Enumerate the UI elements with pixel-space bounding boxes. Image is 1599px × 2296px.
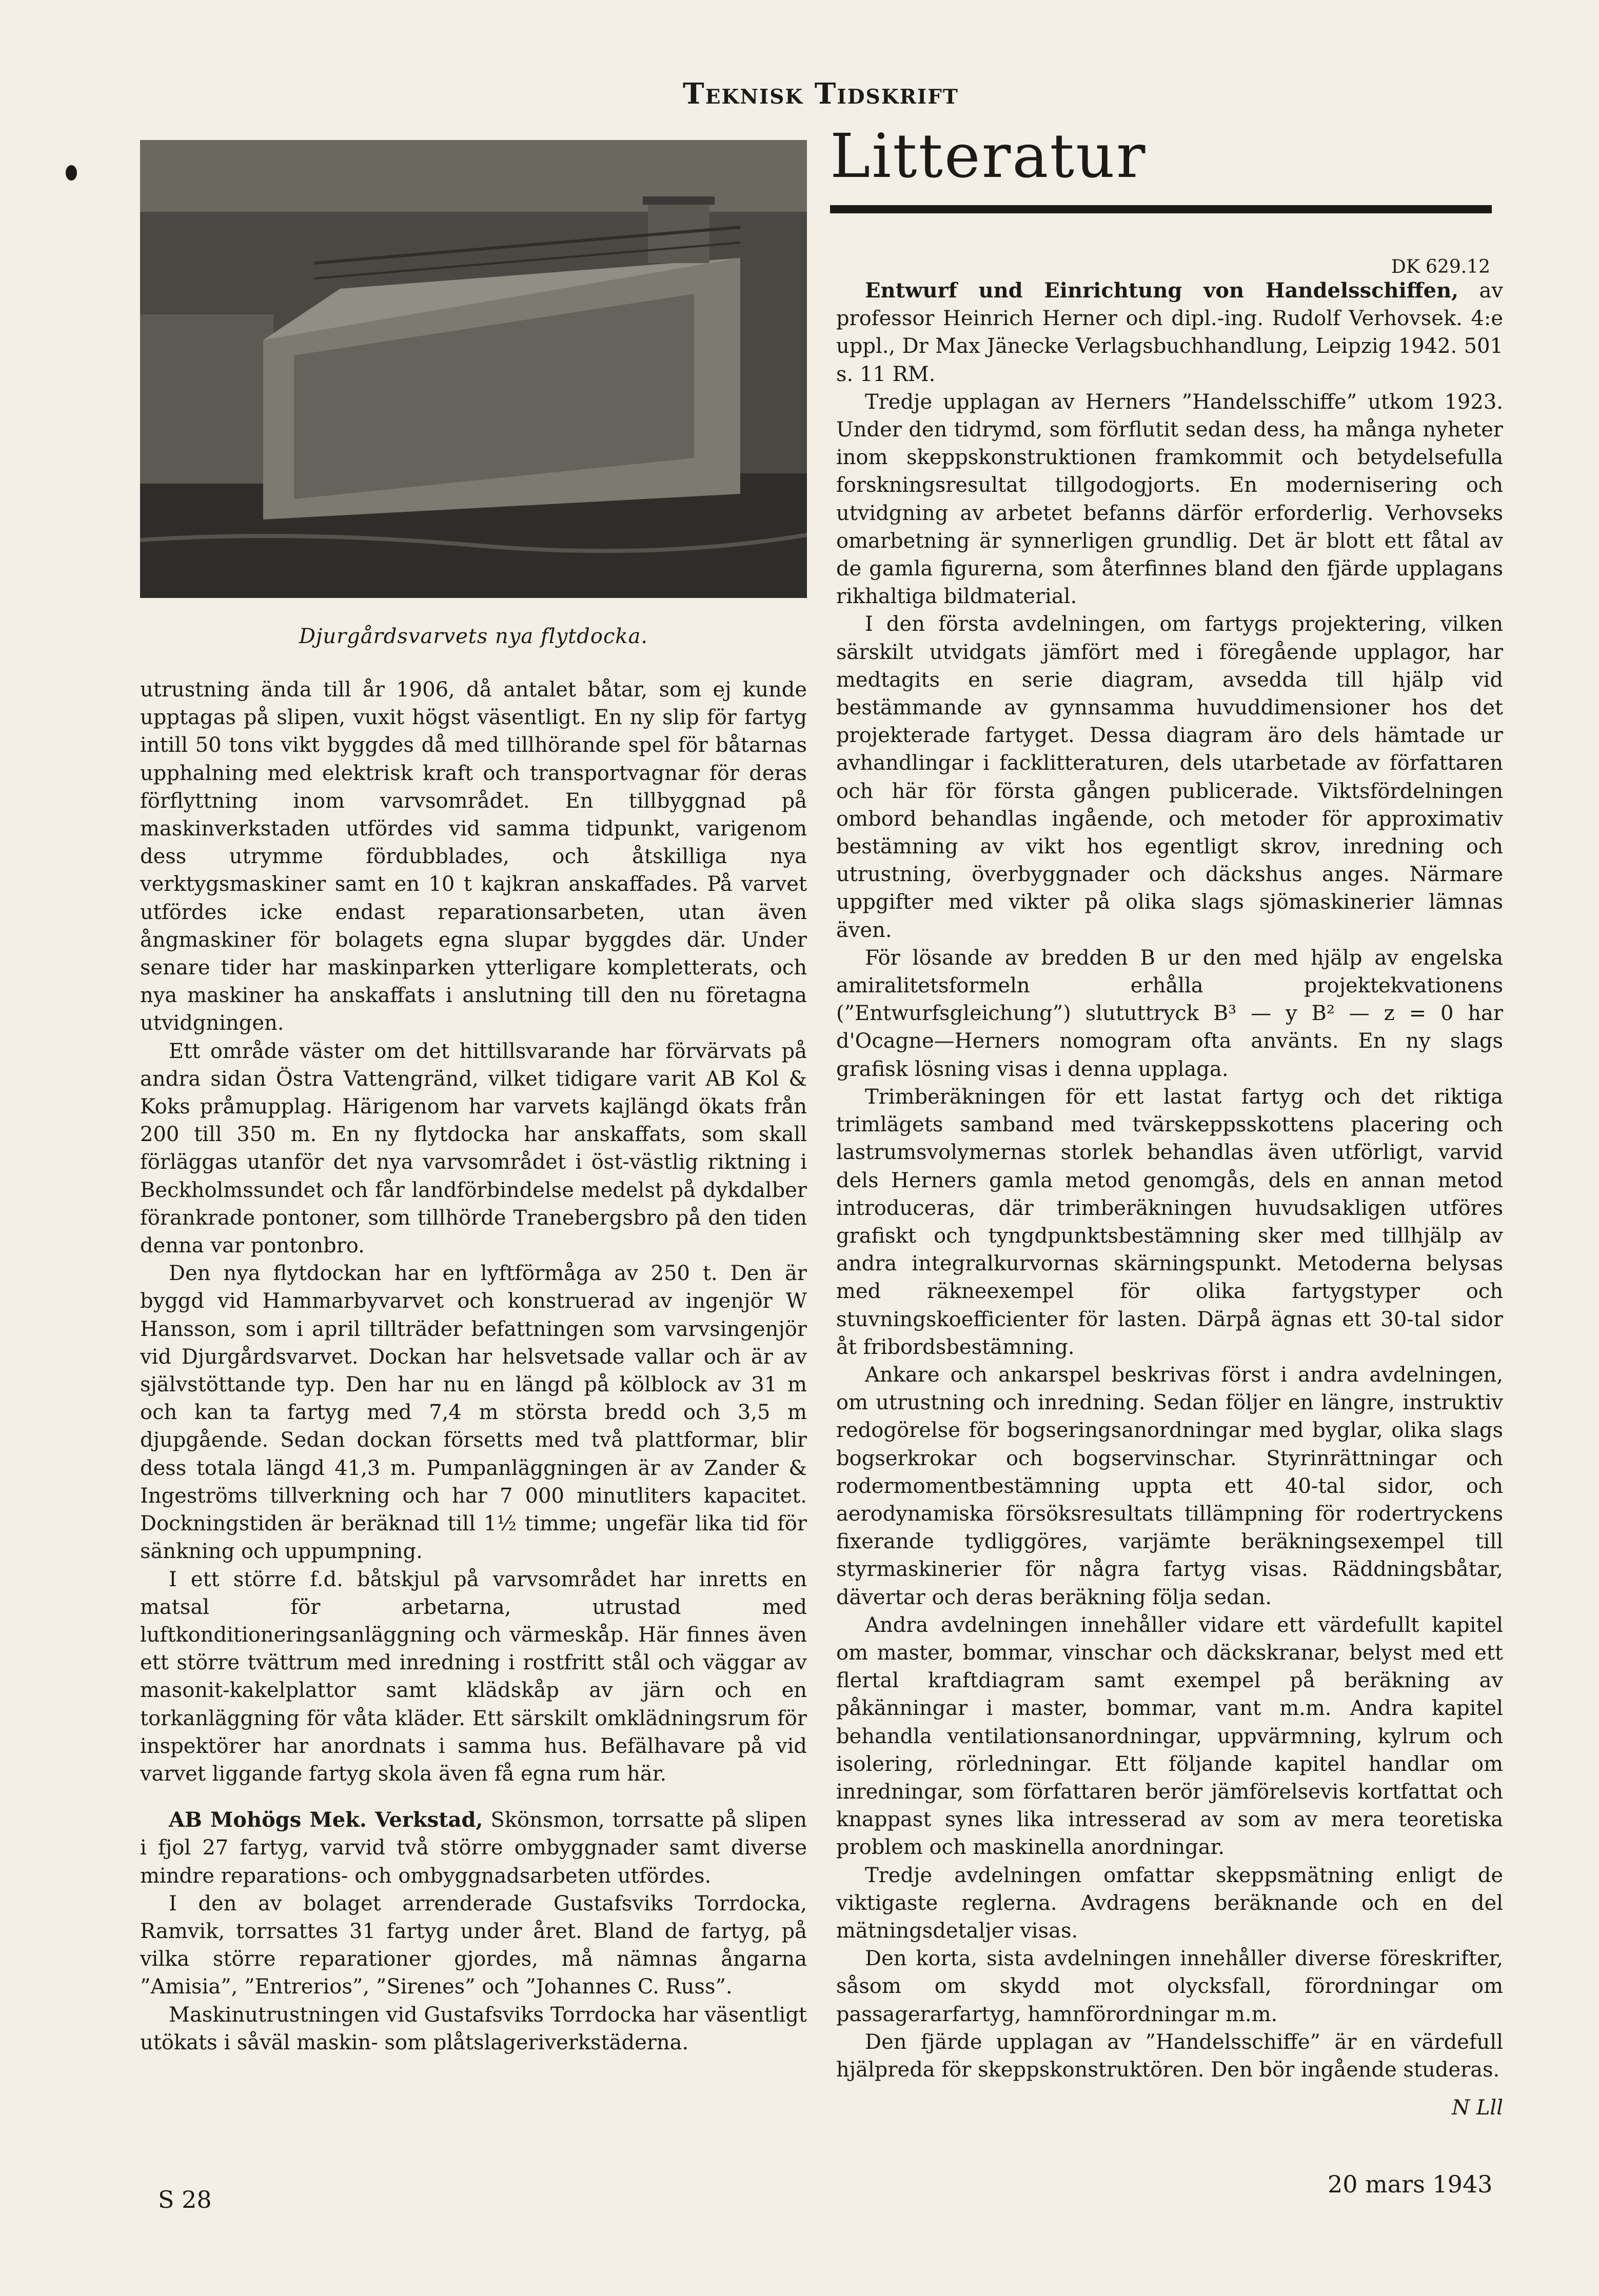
paragraph: Tredje avdelningen omfattar skeppsmätning enligt de viktigaste reglerna. Avdragens beräknande och en del mätningsdetaljer visas. bbox=[836, 1863, 1503, 1943]
title-rule bbox=[830, 205, 1492, 213]
book-reference bbox=[836, 277, 1503, 388]
paragraph: Den fjärde upplagan av ”Handelsschiffe” är en värdefull hjälpreda för skeppskonstruktören. Den bör ingående studeras. bbox=[836, 2030, 1503, 2082]
margin-mark bbox=[66, 165, 77, 181]
paragraph: Tredje upplagan av Herners ”Handelsschiffe” utkom 1923. Under den tidrymd, som förflutit sedan dess, ha många nyheter inom skeppskonstruktionen framkommit och betydelsefulla forskningsresultat tillgodogjorts. En modernisering och utvidgning av arbetet befanns därför erforderlig. Verhovseks omarbetning är synnerligen grundlig. Det är blott ett fåtal av de gamla figurerna, som återfinnes bland den fjärde upplagans rikhaltiga bildmaterial. bbox=[836, 390, 1503, 609]
paragraph: Andra avdelningen innehåller vidare ett värdefullt kapitel om master, bommar, vinschar och däckskranar, belyst med ett flertal kraftdiagram samt exempel på beräkning av påkänningar i master, bommar, vant m.m. Andra kapitel behandla ventilationsanordningar, uppvärmning, kylrum och isolering, rörledningar. Ett följande kapitel handlar om inredningar, som författaren berör jämförelsevis kortfattat och knappast synes lika intresserad av som av mera teoretiska problem och maskinella anordningar. bbox=[836, 1613, 1503, 1860]
book-meta: av professor Heinrich Herner och dipl.-ing. Rudolf Verhovsek. 4:e uppl., Dr Max Jänecke Verlagsbuchhandlung, Leipzig 1942. 501 s. 11 RM. bbox=[836, 279, 1503, 386]
floating-dock-photo bbox=[140, 140, 807, 598]
issue-date: 20 mars 1943 bbox=[1328, 2170, 1493, 2198]
journal-header: Teknisk Tidskrift bbox=[683, 77, 959, 111]
left-column bbox=[140, 676, 807, 2057]
paragraph: För lösande av bredden B ur den med hjälp av engelska amiralitetsformeln erhålla projektekvationens (”Entwurfsgleichung”) slututtryck B³ — y B² — z = 0 har d'Ocagne—Herners nomogram ofta använts. En ny slags grafisk lösning visas i denna upplaga. bbox=[836, 946, 1503, 1081]
paragraph: Maskinutrustningen vid Gustafsviks Torrdocka har väsentligt utökats i såväl maskin- som plåtslageriverkstäderna. bbox=[140, 2003, 807, 2054]
paragraph: I ett större f.d. båtskjul på varvsområdet har inretts en matsal för arbetarna, utrustad med luftkonditioneringsanläggning och värmeskåp. Här finnes även ett större tvättrum med inredning i rostfritt stål och väggar av masonit-kakelplattor samt klädskåp av järn och en torkanläggning för våta kläder. Ett särskilt omklädningsrum för inspektörer har anordnats i samma hus. Befälhavare på vid varvet liggande fartyg skola även få egna rum här. bbox=[140, 1567, 807, 1786]
paragraph: utrustning ända till år 1906, då antalet båtar, som ej kunde upptagas på slipen, vuxit högst väsentligt. En ny slip för fartyg intill 50 tons vikt byggdes då med tillhörande spel för båtarnas upphalning med elektrisk kraft och transportvagnar för deras förflyttning inom varvsområdet. En tillbyggnad på maskinverkstaden utfördes vid samma tidpunkt, varigenom dess utrymme fördubblades, och åtskilliga nya verktygsmaskiner samt en 10 t kajkran anskaffades. På varvet utfördes icke endast reparationsarbeten, utan även ångmaskiner för bolagets egna slupar byggdes där. Under senare tider har maskinparken ytterligare kompletterats, och nya maskiner ha anskaffats i anslutning till den nu företagna utvidgningen. bbox=[140, 678, 807, 1035]
paragraph: Trimberäkningen för ett lastat fartyg och det riktiga trimlägets samband med tvärskeppsskottens placering och lastrumsvolymernas storlek behandlas även utförligt, varvid dels Herners gamla metod genomgås, dels en annan metod introduceras, där trimberäkningen huvudsakligen utföres grafiskt och tyngdpunktsbestämning sker med tillhjälp av andra integralkurvornas skärningspunkt. Metoderna belysas med räkneexempel för olika fartygstyper och stuvningskoefficienter för lasten. Därpå ägnas ett 30-tal sidor åt fribordsbestämning. bbox=[836, 1085, 1503, 1359]
company-name: AB Mohögs Mek. Verkstad, bbox=[169, 1808, 483, 1832]
paragraph: Den korta, sista avdelningen innehåller diverse föreskrifter, såsom om skydd mot olycksfall, förordningar om passagerarfartyg, hamnförordningar m.m. bbox=[836, 1947, 1503, 2026]
paragraph: I den första avdelningen, om fartygs projektering, vilken särskilt utvidgats jämfört med i föregående upplagor, har medtagits en serie diagram, avsedda till hjälp vid bestämmande av gynnsamma huvuddimensioner hos det projekterade fartyget. Dessa diagram äro dels hämtade ur avhandlingar i facklitteraturen, dels utarbetade av författaren och här för första gången publicerade. Viktsfördelningen ombord behandlas ingående, och metoder för approximativ bestämning av vikt hos egentligt skrov, inredning och utrustning, överbyggnader och däckshus anges. Närmare uppgifter med vikter på olika slags sjömaskinerier lämnas även. bbox=[836, 612, 1503, 942]
page-number: S 28 bbox=[158, 2186, 212, 2213]
mohog-text: Skönsmon, torrsatte på slipen i fjol 27 fartyg, varvid två större ombyggnader samt diverse mindre reparations- och ombyggnadsarbeten utfördes. bbox=[140, 1808, 807, 1888]
photo-caption: Djurgårdsvarvets nya flytdocka. bbox=[299, 625, 648, 648]
paragraph: Ett område väster om det hittillsvarande har förvärvats på andra sidan Östra Vattengränd, vilket tidigare varit AB Kol & Koks pråmupplag. Härigenom har varvets kajlängd ökats från 200 till 350 m. En ny flytdocka har anskaffats, som skall förläggas utanför det nya varvsområdet i öst-västlig riktning i Beckholmssundet och får landförbindelse medelst på dykdalber förankrade pontoner, som tillhörde Tranebergsbro på den tiden denna var pontonbro. bbox=[140, 1039, 807, 1258]
dk-code: DK 629.12 bbox=[1391, 256, 1490, 277]
paragraph: Ankare och ankarspel beskrivas först i andra avdelningen, om utrustning och inredning. Sedan följer en längre, instruktiv redogörelse för bogseringsanordningar med byglar, olika slags bogserkrokar och bogservinschar. Styrinrättningar och rodermomentbestämning uppta ett 40-tal sidor, och aerodynamiska försöksresultats tillämpning för rodertryckens fixerande tydliggöres, varjämte beräkningsexempel till styrmaskinerier för några fartyg visas. Räddningsbåtar, dävertar och deras beräkning följa sedan. bbox=[836, 1363, 1503, 1609]
mohog-paragraph bbox=[140, 1806, 807, 1890]
right-column bbox=[836, 277, 1503, 2122]
paragraph: Den nya flytdockan har en lyftförmåga av 250 t. Den är byggd vid Hammarbyvarvet och konstruerad av ingenjör W Hansson, som i april tillträder befattningen som varvsingenjör vid Djurgårdsvarvet. Dockan har helsvetsade vallar och är av självstöttande typ. Den har nu en längd på kölblock av 31 m och kan ta fartyg med 7,4 m största bredd och 3,5 m djupgående. Sedan dockan försetts med två plattformar, blir dess totala längd 41,3 m. Pumpanläggningen är av Zander & Ingeströms tillverkning och har 7 000 minutliters kapacitet. Dockningstiden är beräknad till 1½ timme; ungefär lika tid för sänkning och uppumpning. bbox=[140, 1262, 807, 1564]
book-title: Entwurf und Einrichtung von Handelsschiffen, bbox=[865, 278, 1459, 303]
signature: N Lll bbox=[1452, 2096, 1503, 2120]
paragraph: I den av bolaget arrenderade Gustafsviks Torrdocka, Ramvik, torrsattes 31 fartyg under året. Bland de fartyg, på vilka större reparationer gjordes, må nämnas ångarna ”Amisia”, ”Entrerios”, ”Sirenes” och ”Johannes C. Russ”. bbox=[140, 1891, 807, 1999]
section-title: Litteratur bbox=[830, 121, 1147, 191]
